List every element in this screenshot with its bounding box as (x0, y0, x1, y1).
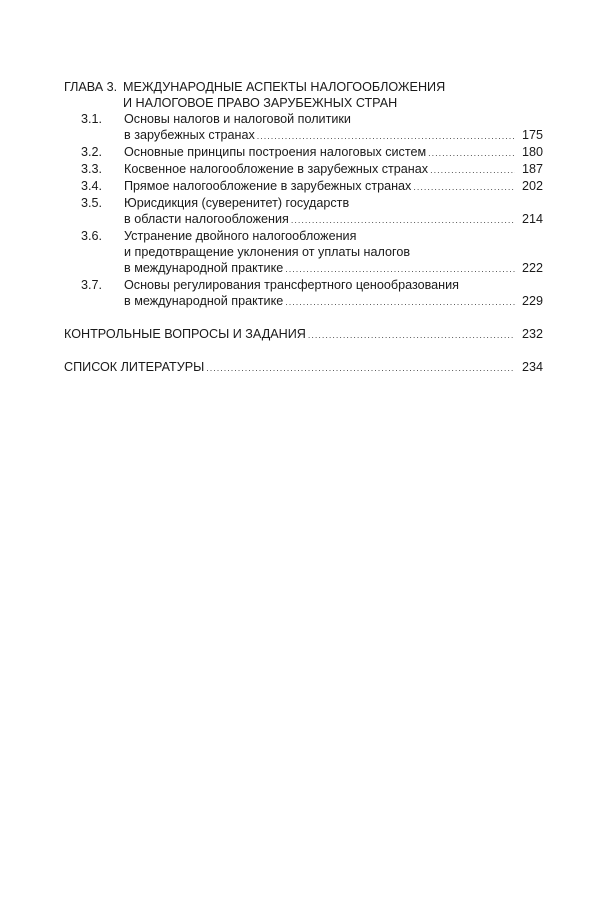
page-number: 187 (521, 162, 543, 176)
toc-entry-3-7[interactable] (64, 277, 543, 310)
toc-entry-questions[interactable] (64, 326, 543, 343)
section-title-last-line: в зарубежных странах (124, 128, 255, 142)
section-number: 3.7. (81, 278, 103, 292)
chapter-title-line2: И НАЛОГОВОЕ ПРАВО ЗАРУБЕЖНЫХ СТРАН (123, 96, 398, 110)
section-number: 3.6. (81, 229, 103, 243)
dot-leader (308, 327, 515, 343)
table-of-contents (64, 79, 543, 376)
chapter-heading (64, 79, 543, 111)
toc-entry-3-6[interactable] (64, 228, 543, 277)
section-title-last-line: в международной практике (124, 294, 284, 308)
page-number: 234 (521, 360, 543, 374)
section-title-line: Юрисдикция (суверенитет) государств (124, 196, 350, 210)
dot-leader (206, 360, 515, 376)
section-number: 3.2. (81, 145, 103, 159)
dot-leader (291, 212, 515, 228)
section-title-line: и предотвращение уклонения от уплаты налогов (124, 245, 411, 259)
section-title-line: Основы налогов и налоговой политики (124, 112, 351, 126)
section-title-last-line: в области налогообложения (124, 212, 289, 226)
page-number: 214 (521, 212, 543, 226)
dot-leader (430, 162, 515, 178)
section-number: 3.5. (81, 196, 103, 210)
section-title-last-line: в международной практике (124, 261, 284, 275)
section-number: 3.4. (81, 179, 103, 193)
section-title-last-line: Косвенное налогообложение в зарубежных странах (124, 162, 429, 176)
chapter-title-line1: МЕЖДУНАРОДНЫЕ АСПЕКТЫ НАЛОГООБЛОЖЕНИЯ (123, 80, 446, 94)
page-number: 175 (521, 128, 543, 142)
toc-entry-3-1[interactable] (64, 111, 543, 144)
page-number: 232 (521, 327, 543, 341)
section-title-last-line: Основные принципы построения налоговых систем (124, 145, 427, 159)
section-number: 3.1. (81, 112, 103, 126)
page-number: 180 (521, 145, 543, 159)
chapter-number: ГЛАВА 3. (64, 80, 118, 94)
section-number: 3.3. (81, 162, 103, 176)
toc-entry-3-2[interactable] (64, 144, 543, 161)
section-title-last-line: Прямое налогообложение в зарубежных странах (124, 179, 412, 193)
dot-leader (257, 128, 515, 144)
toc-entry-3-3[interactable] (64, 161, 543, 178)
dot-leader (285, 294, 515, 310)
references-title: СПИСОК ЛИТЕРАТУРЫ (64, 360, 205, 374)
toc-entry-references[interactable] (64, 359, 543, 376)
section-title-line: Устранение двойного налогообложения (124, 229, 357, 243)
toc-entry-3-5[interactable] (64, 195, 543, 228)
dot-leader (428, 145, 515, 161)
dot-leader (413, 179, 515, 195)
questions-title: КОНТРОЛЬНЫЕ ВОПРОСЫ И ЗАДАНИЯ (64, 327, 306, 341)
page-number: 229 (521, 294, 543, 308)
toc-entry-3-4[interactable] (64, 178, 543, 195)
page-number: 222 (521, 261, 543, 275)
page-number: 202 (521, 179, 543, 193)
dot-leader (285, 261, 515, 277)
section-title-line: Основы регулирования трансфертного ценообразования (124, 278, 459, 292)
